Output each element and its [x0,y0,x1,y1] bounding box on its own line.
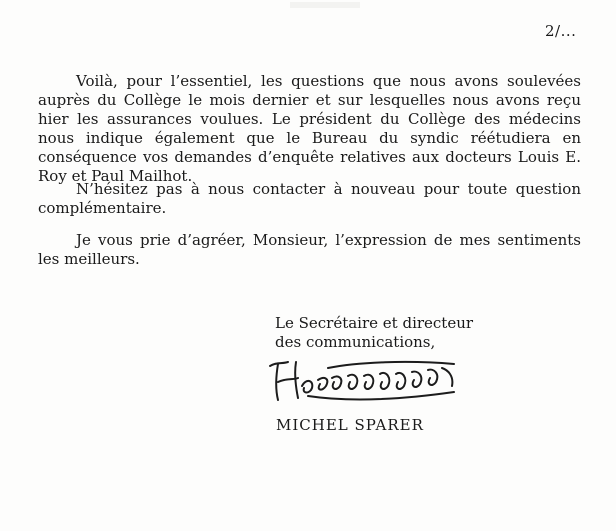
paragraph-1 [38,72,581,186]
signer-name: MICHEL SPARER [276,416,424,434]
handwritten-signature [268,356,464,406]
closing-title-line-2: des communications, [275,333,436,351]
paragraph-1-text: Voilà, pour l’essentiel, les questions que nous avons soulevées auprès du Collège le mois dernier et sur lesquelles nous avons reçu hier les assurances voulues. Le président du Collège des médecins nous indique également que le Bureau du syndic réétudiera en conséquence vos demandes d’enquête relatives aux docteurs Louis E. Roy et Paul Mailhot. [38,72,581,185]
bleed-through-mark [290,2,360,8]
closing-title [275,314,473,352]
paragraph-2-text: N’hésitez pas à nous contacter à nouveau pour toute question complémentaire. [38,180,581,217]
page-number: 2/... [545,22,577,40]
paragraph-3 [38,231,581,269]
paragraph-3-text: Je vous prie d’agréer, Monsieur, l’expression de mes sentiments les meilleurs. [38,231,581,268]
closing-title-line-1: Le Secrétaire et directeur [275,314,474,332]
paragraph-2 [38,180,581,218]
